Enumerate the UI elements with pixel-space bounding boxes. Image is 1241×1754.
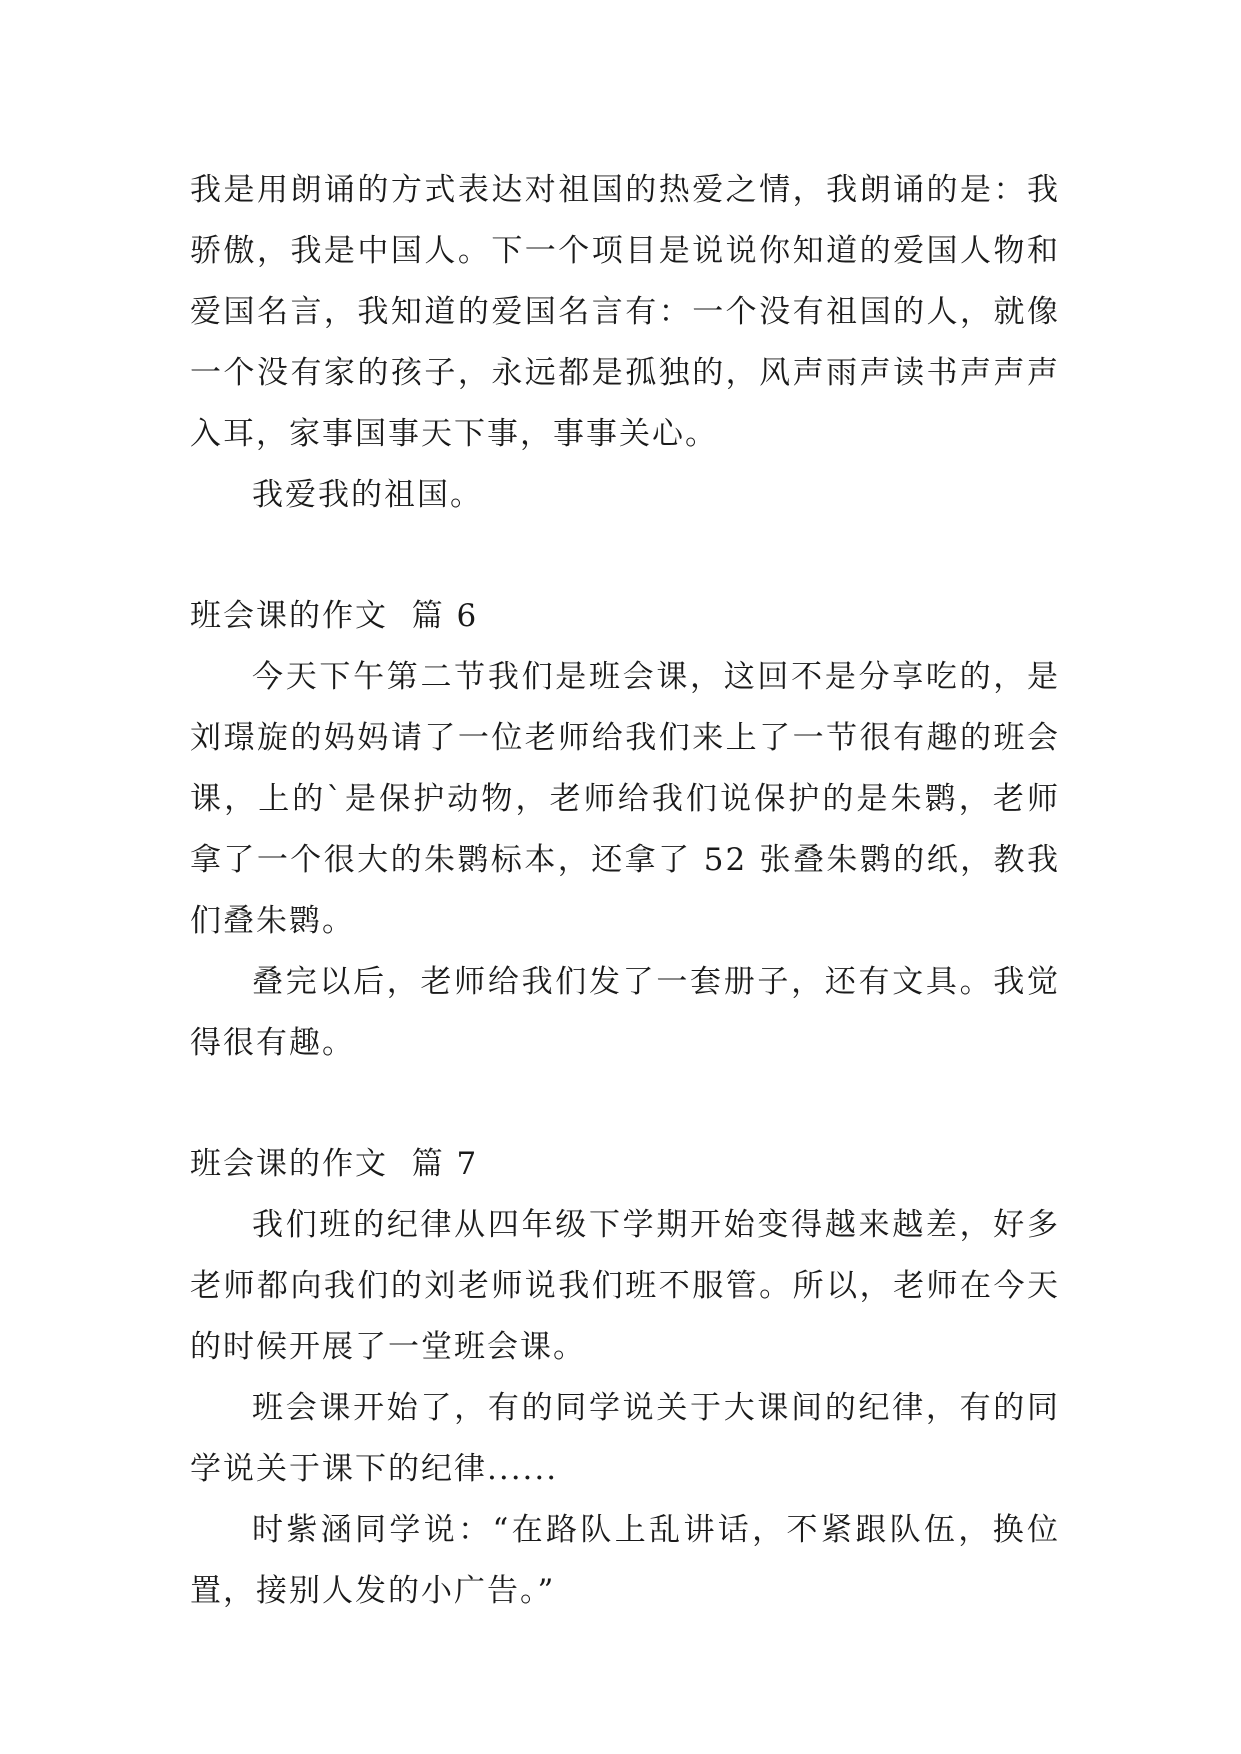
section-6-paragraph-1: 今天下午第二节我们是班会课，这回不是分享吃的，是刘璟旋的妈妈请了一位老师给我们来上了一节很有趣的班会课，上的`是保护动物，老师给我们说保护的是朱鹮，老师拿了一个很大的朱鹮标本，还拿了 52 张叠朱鹮的纸，教我们叠朱鹮。 [190,659,1060,939]
section-6-heading: 班会课的作文 篇 6 [190,598,479,634]
section-5-paragraph-1: 我是用朗诵的方式表达对祖国的热爱之情，我朗诵的是：我骄傲，我是中国人。下一个项目是说说你知道的爱国人物和爱国名言，我知道的爱国名言有：一个没有祖国的人，就像一个没有家的孩子，永远都是孤独的，风声雨声读书声声声入耳，家事国事天下事，事事关心。 [190,172,1060,452]
section-6-paragraph-2: 叠完以后，老师给我们发了一套册子，还有文具。我觉得很有趣。 [190,964,1060,1061]
document-page [190,160,1060,1622]
section-5-paragraph-2: 我爱我的祖国。 [252,477,483,513]
section-7-paragraph-1: 我们班的纪律从四年级下学期开始变得越来越差，好多老师都向我们的刘老师说我们班不服管。所以，老师在今天的时候开展了一堂班会课。 [190,1207,1060,1365]
section-7-paragraph-2: 班会课开始了，有的同学说关于大课间的纪律，有的同学说关于课下的纪律...... [190,1390,1060,1487]
section-7-heading: 班会课的作文 篇 7 [190,1146,479,1182]
section-7-paragraph-3: 时紫涵同学说：“在路队上乱讲话，不紧跟队伍，换位置，接别人发的小广告。” [190,1512,1060,1609]
